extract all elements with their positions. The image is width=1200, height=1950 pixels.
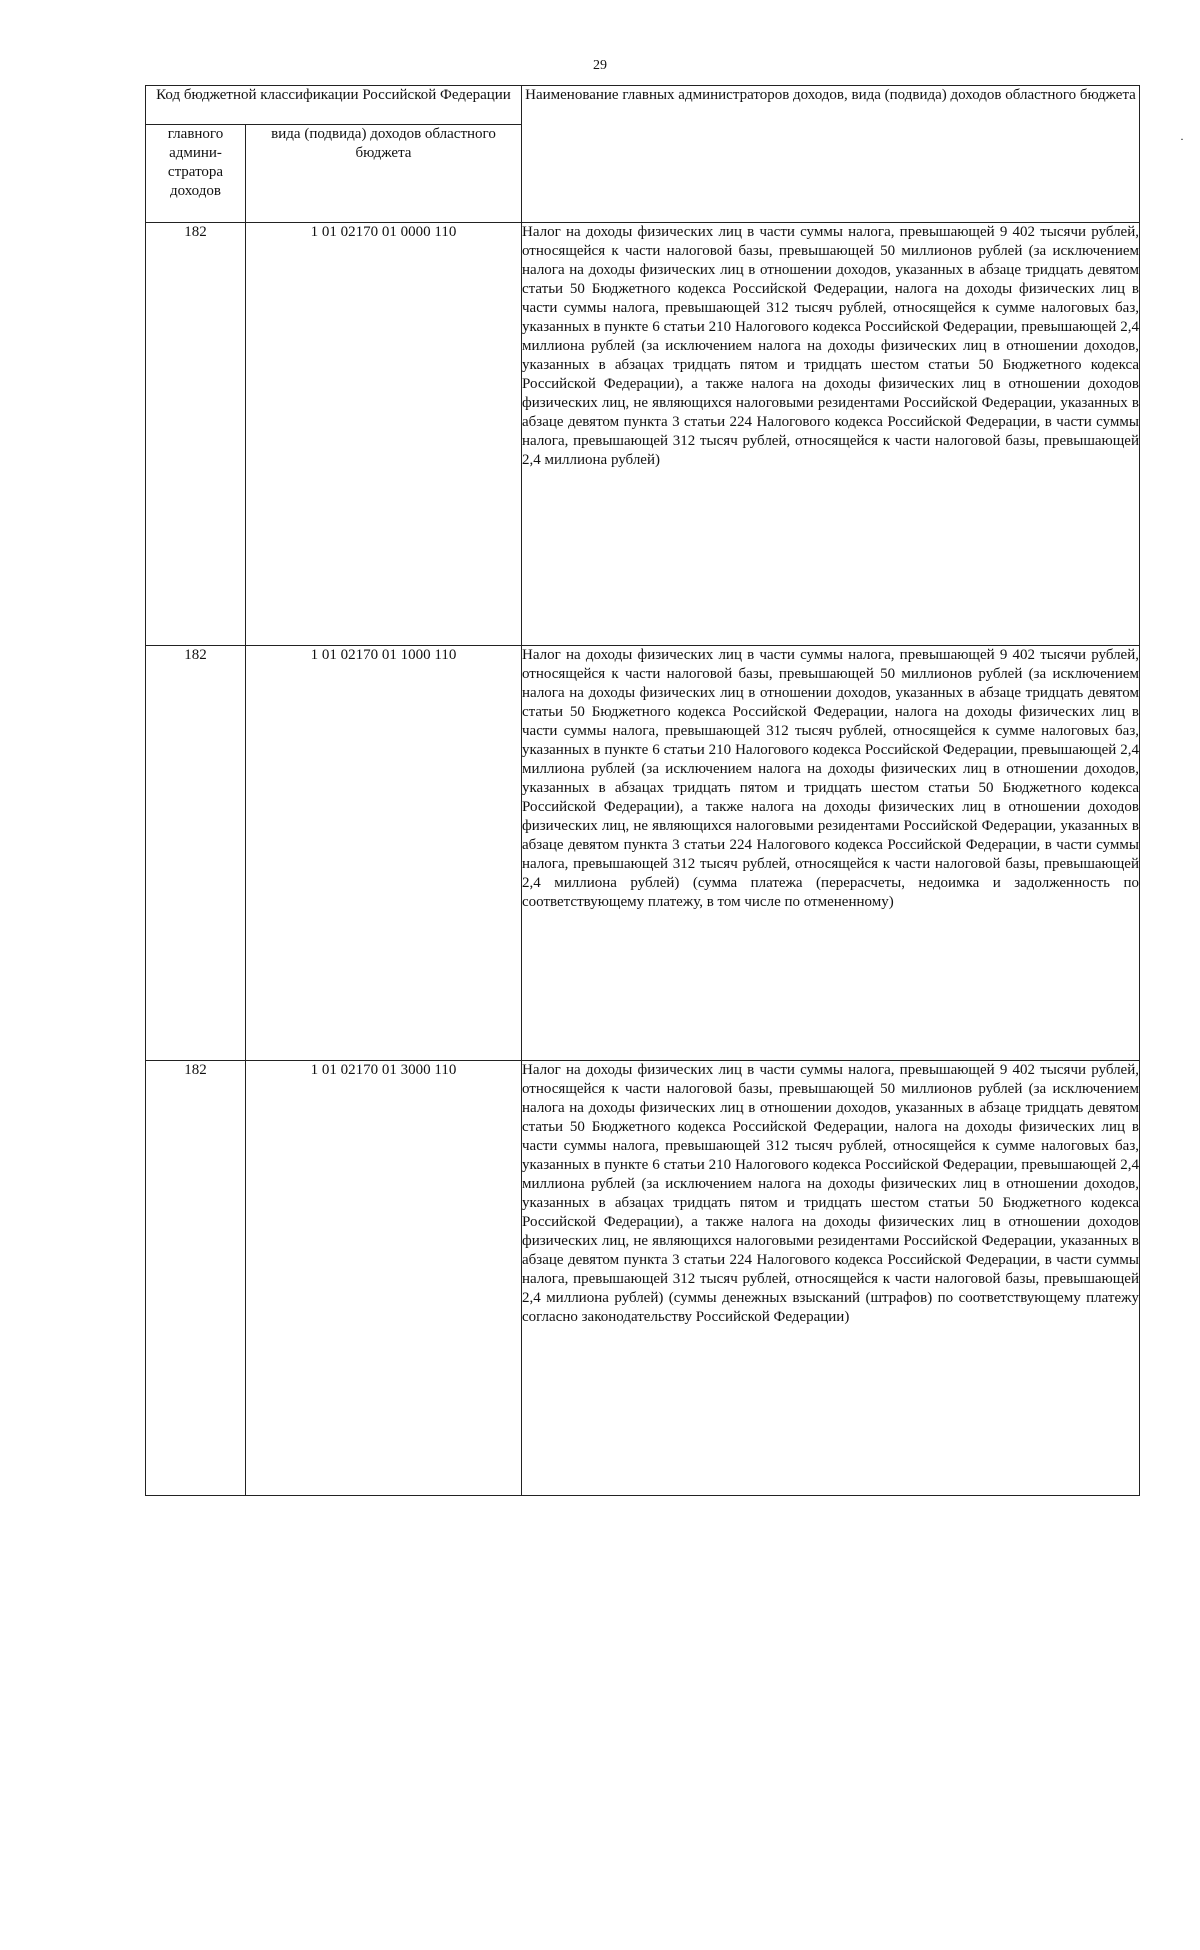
income-name-cell: Налог на доходы физических лиц в части суммы налога, превышающей 9 402 тысячи рублей, относящейся к части налоговой базы, превышающей 50 миллионов рублей (за исключением налога на доходы физических лиц в отношении доходов, указанных в абзаце тридцать девятом статьи 50 Бюджетного кодекса Российской Федерации, налога на доходы физических лиц в части суммы налога, превышающей 312 тысяч рублей, относящейся к сумме налоговых баз, указанных в пункте 6 статьи 210 Налогового кодекса Российской Федерации, превышающей 2,4 миллиона рублей (за исключением налога на доходы физических лиц в отношении доходов, указанных в абзацах тридцать пятом и тридцать шестом статьи 50 Бюджетного кодекса Российской Федерации), а также налога на доходы физических лиц в отношении доходов физических лиц, не являющихся налоговыми резидентами Российской Федерации, указанных в абзаце девятом пункта 3 статьи 224 Налогового кодекса Российской Федерации, в части суммы налога, превышающей 312 тысяч рублей, относящейся к части налоговой базы, превышающей 2,4 миллиона рублей) — [522, 223, 1140, 646]
table-row — [146, 223, 1140, 646]
admin-code-cell: 182 — [146, 646, 246, 1061]
table-row — [146, 1061, 1140, 1496]
income-code-cell: 1 01 02170 01 0000 110 — [246, 223, 522, 646]
header-row-1 — [146, 86, 1140, 125]
table-row — [146, 646, 1140, 1061]
header-kbk-group: Код бюджетной классификации Российской Федерации — [146, 86, 522, 125]
income-name-cell: Налог на доходы физических лиц в части суммы налога, превышающей 9 402 тысячи рублей, относящейся к части налоговой базы, превышающей 50 миллионов рублей (за исключением налога на доходы физических лиц в отношении доходов, указанных в абзаце тридцать девятом статьи 50 Бюджетного кодекса Российской Федерации, налога на доходы физических лиц в части суммы налога, превышающей 312 тысяч рублей, относящейся к сумме налоговых баз, указанных в пункте 6 статьи 210 Налогового кодекса Российской Федерации, превышающей 2,4 миллиона рублей (за исключением налога на доходы физических лиц в отношении доходов, указанных в абзацах тридцать пятом и тридцать шестом статьи 50 Бюджетного кодекса Российской Федерации), а также налога на доходы физических лиц в отношении доходов физических лиц, не являющихся налоговыми резидентами Российской Федерации, указанных в абзаце девятом пункта 3 статьи 224 Налогового кодекса Российской Федерации, в части суммы налога, превышающей 312 тысяч рублей, относящейся к части налоговой базы, превышающей 2,4 миллиона рублей) (сумма платежа (перерасчеты, недоимка и задолженность по соответствующему платежу, в том числе по отмененному) — [522, 646, 1140, 1061]
admin-code-cell: 182 — [146, 1061, 246, 1496]
income-name-cell: Налог на доходы физических лиц в части суммы налога, превышающей 9 402 тысячи рублей, относящейся к части налоговой базы, превышающей 50 миллионов рублей (за исключением налога на доходы физических лиц в отношении доходов, указанных в абзаце тридцать девятом статьи 50 Бюджетного кодекса Российской Федерации, налога на доходы физических лиц в части суммы налога, превышающей 312 тысяч рублей, относящейся к сумме налоговых баз, указанных в пункте 6 статьи 210 Налогового кодекса Российской Федерации, превышающей 2,4 миллиона рублей (за исключением налога на доходы физических лиц в отношении доходов, указанных в абзацах тридцать пятом и тридцать шестом статьи 50 Бюджетного кодекса Российской Федерации), а также налога на доходы физических лиц в отношении доходов физических лиц, не являющихся налоговыми резидентами Российской Федерации, указанных в абзаце девятом пункта 3 статьи 224 Налогового кодекса Российской Федерации, в части суммы налога, превышающей 312 тысяч рублей, относящейся к части налоговой базы, превышающей 2,4 миллиона рублей) (суммы денежных взысканий (штрафов) по соответствующему платежу согласно законодательству Российской Федерации) — [522, 1061, 1140, 1496]
income-code-cell: 1 01 02170 01 3000 110 — [246, 1061, 522, 1496]
page-number: 29 — [593, 58, 607, 73]
income-code-cell: 1 01 02170 01 1000 110 — [246, 646, 522, 1061]
budget-classification-table — [145, 85, 1140, 1496]
header-name: Наименование главных администраторов доходов, вида (подвида) доходов областного бюджета — [522, 86, 1140, 223]
margin-mark: · — [1180, 132, 1184, 146]
admin-code-cell: 182 — [146, 223, 246, 646]
header-code: вида (подвида) доходов областного бюджета — [246, 125, 522, 223]
header-admin: главного админи-стратора доходов — [146, 125, 246, 223]
